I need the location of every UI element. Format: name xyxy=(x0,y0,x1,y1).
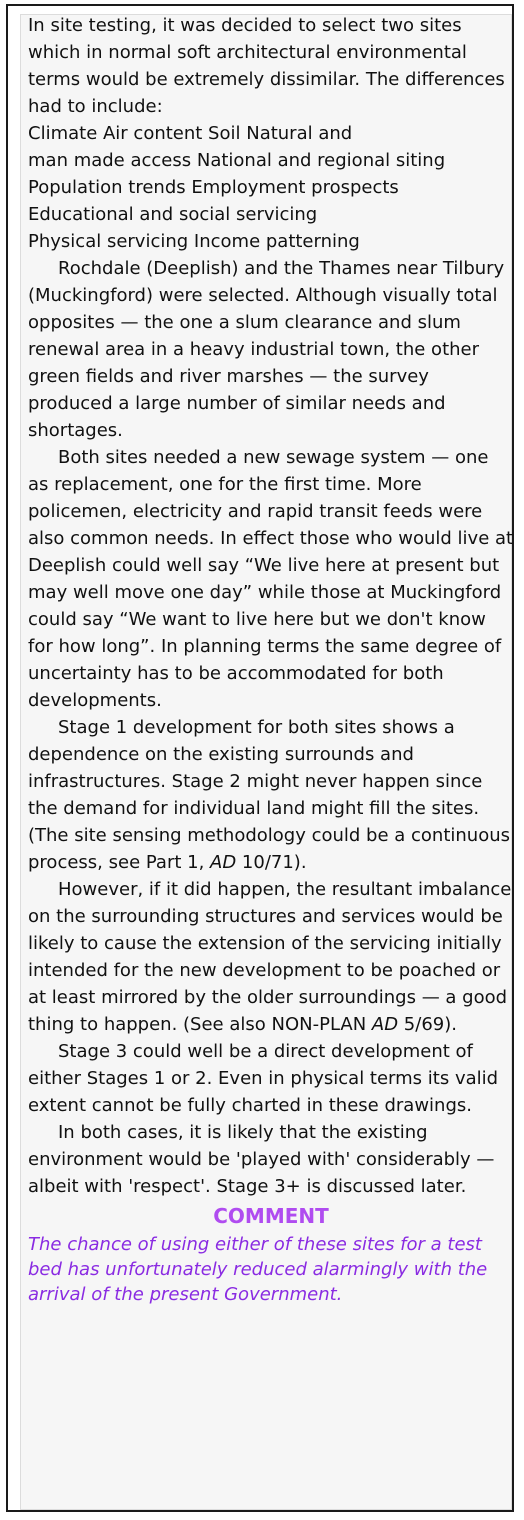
paragraph-imbalance-text: However, if it did happen, the resultant imbalance on the surrounding structures and services would be likely to cause the extension of the servicing initially intended for the new development to be poached or at least mirrored by the older surroundings — a good thing to happen. (See also NON-PLAN xyxy=(28,879,512,1035)
list-line-4: Educational and social servicing xyxy=(28,204,318,225)
comment-text: The chance of using either of these sites for a test bed has unfortunately reduced alarmingly with the arrival of the present Government. xyxy=(28,1234,488,1305)
list-line-1: Climate Air content Soil Natural and xyxy=(28,123,353,144)
paragraph-stage-1-text: Stage 1 development for both sites shows a dependence on the existing surrounds and infrastructures. Stage 2 might never happen since the demand for individual land might fill the sites. (The site sensing methodology could be a continuous process, see Part 1, xyxy=(28,717,511,873)
article-body xyxy=(28,12,514,1307)
list-line-3: Population trends Employment prospects xyxy=(28,177,399,198)
paragraph-imbalance xyxy=(28,876,514,1038)
paragraph-common-needs: Both sites needed a new sewage system — one as replacement, one for the first time. More policemen, electricity and rapid transit feeds were also common needs. In effect those who would live at Deeplish could well say “We live here at present but may well move one day” while those at Muckingford could say “We want to live here but we don't know for how long”. In planning terms the same degree of uncertainty has to be accommodated for both developments. xyxy=(28,447,514,711)
list-line-5: Physical servicing Income patterning xyxy=(28,231,360,252)
journal-abbrev: AD xyxy=(371,1014,399,1035)
journal-abbrev: AD xyxy=(210,852,237,873)
comment-heading: COMMENT xyxy=(213,1204,329,1228)
paragraph-stage-1-ref: 10/71). xyxy=(236,852,307,873)
paragraph-stage-1 xyxy=(28,714,514,876)
paragraph-intro: In site testing, it was decided to select two sites which in normal soft architectural environmental terms would be extremely dissimilar. The differences had to include: xyxy=(28,15,505,117)
paragraph-both-cases: In both cases, it is likely that the existing environment would be 'played with' considerably — albeit with 'respect'. Stage 3+ is discussed later. xyxy=(28,1122,495,1197)
paragraph-sites-selected: Rochdale (Deeplish) and the Thames near Tilbury (Muckingford) were selected. Although visually total opposites — the one a slum clearance and slum renewal area in a heavy industrial town, the other green fields and river marshes — the survey produced a large number of similar needs and shortages. xyxy=(28,258,505,441)
list-line-2: man made access National and regional siting xyxy=(28,150,446,171)
paragraph-stage-3: Stage 3 could well be a direct development of either Stages 1 or 2. Even in physical terms its valid extent cannot be fully charted in these drawings. xyxy=(28,1041,499,1116)
paragraph-imbalance-ref: 5/69). xyxy=(398,1014,457,1035)
